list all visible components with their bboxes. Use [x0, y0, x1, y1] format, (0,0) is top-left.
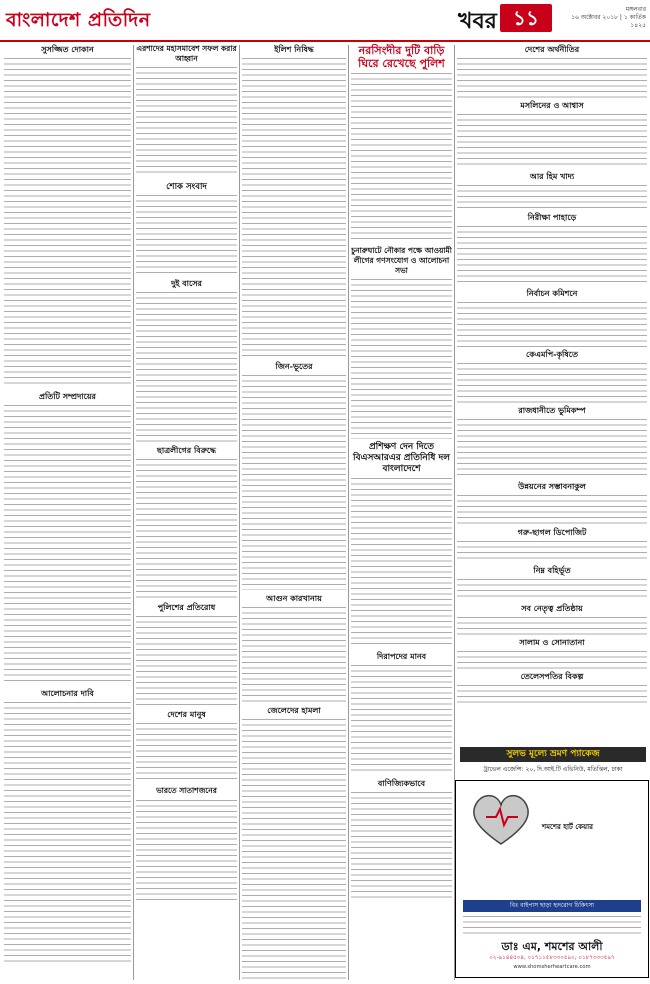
headline: উন্নয়নের সম্ভাবনাকুল	[518, 481, 586, 491]
headline: নিরীক্ষা পাহাড়ে	[527, 212, 577, 222]
article-text	[457, 617, 647, 635]
column-4	[351, 44, 452, 979]
column-5	[457, 44, 647, 744]
headline: দিরাপদের মানব	[376, 651, 427, 661]
article-text	[457, 541, 647, 563]
headline: জিন-ভূতের	[275, 361, 313, 371]
ad-phone: ০২-৯১৪৪৫০৪, ০১৭১১৫৮৩৩০৫৯০, ০১৮৭৩৩৩৫৯৭	[489, 955, 615, 961]
headline: মসলিনের ও আশ্বাস	[520, 100, 584, 110]
ad-heart-title: শমশের হার্ট কেয়ার	[542, 823, 593, 831]
article-text	[242, 607, 346, 702]
article-text	[457, 579, 647, 601]
headline: আগুন কারখানায়	[266, 593, 322, 603]
headline: বাণিজ্যিকভাবে	[377, 778, 426, 788]
headline: পুলিশের প্রতিরোধ	[157, 602, 216, 612]
headline: সুসজ্জিত দোকান	[41, 44, 94, 54]
headline: এরশাদের মহাসমাবেশ সফল করার আহ্বান	[136, 44, 237, 63]
ad-website: www.shomsherheartcare.com	[513, 964, 591, 970]
column-rule	[239, 45, 240, 980]
column-rule	[133, 45, 134, 980]
heart-icon	[466, 789, 536, 849]
article-text	[136, 195, 237, 275]
ad-travel-address: ট্রাভেল এজেন্সি: ২০, দি.আই.টি এভিনিউ, মতিঝিল, ঢাকা	[483, 766, 623, 773]
article-text	[457, 226, 647, 286]
masthead	[0, 0, 650, 42]
column-2	[136, 44, 237, 979]
headline: দুই বাসের	[171, 278, 202, 288]
article-text	[242, 375, 346, 590]
headline: নিম্ন বহির্ভূত	[533, 565, 571, 575]
headline: আলোচনার দাবি	[41, 688, 94, 698]
day-label: মঙ্গলবার	[625, 6, 646, 13]
dateline	[560, 6, 646, 30]
newspaper-logo: বাংলাদেশ প্রতিদিন	[6, 9, 151, 31]
article-text	[242, 719, 346, 979]
lead-headline: নরসিংদীর দুটি বাড়ি ঘিরে রেখেছে পুলিশ	[358, 44, 445, 70]
headline: কেএমপি-কৃষিতে	[526, 349, 578, 359]
ad-treatment-banner: বিঃ বাইপাস ছাড়া হৃদরোগ চিকিৎসা	[463, 900, 641, 912]
article-text	[457, 58, 647, 98]
article-text	[136, 616, 237, 706]
headline: তেলেসপতির বিকল্প	[520, 671, 584, 681]
article-text	[457, 114, 647, 169]
headline: গরু-ছাগল ডিপোজিট	[517, 527, 587, 537]
headline: ছাত্রলীগের বিরুদ্ধে	[157, 445, 216, 455]
article-text	[136, 292, 237, 442]
article-text	[457, 185, 647, 210]
article-text	[4, 405, 131, 685]
headline: প্রশিক্ষণ দেন দিতে বিএসআরএর প্রতিনিধি দল বাংলাদেশে	[353, 442, 450, 474]
column-rule	[348, 45, 349, 980]
headline: সব নেতৃত্ব প্রতিষ্ঠায়	[521, 603, 583, 613]
column-3	[242, 44, 346, 979]
article-text	[457, 685, 647, 705]
headline: প্রতিটি সম্প্রদায়ের	[39, 391, 96, 401]
headline: ইলিশ নিষিদ্ধ	[274, 44, 314, 54]
article-text	[351, 478, 452, 648]
ad-banner-travel: সুলভ মূল্যে ভ্রমণ প্যাকেজ	[460, 747, 646, 762]
article-text	[457, 495, 647, 525]
article-text	[457, 651, 647, 669]
page-number: ১১	[500, 4, 552, 32]
headline: আর হিম খাদ্য	[529, 171, 575, 181]
article-text	[136, 67, 237, 177]
article-text	[4, 702, 131, 962]
headline: জেলেদের হামলা	[267, 705, 321, 715]
article-text	[136, 800, 237, 900]
article-text	[136, 459, 237, 599]
article-text	[457, 302, 647, 347]
headline: নির্বাচন কমিশনে	[526, 288, 578, 298]
ad-text	[463, 916, 641, 934]
article-text	[457, 419, 647, 479]
headline: দেশের অর্থনীতির	[524, 44, 580, 54]
headline: শোক সংবাদ	[166, 182, 207, 192]
date-label: ১৬ অক্টোবর ২০১৮ | ১ কার্তিক ১৪২৫	[571, 14, 646, 29]
article-text	[351, 73, 452, 243]
article-text	[351, 279, 452, 439]
article-text	[457, 363, 647, 403]
article-text	[4, 58, 131, 388]
headline: রাজধানীতে ভুমিকম্প	[518, 405, 586, 415]
article-text	[351, 665, 452, 775]
article-text	[136, 723, 237, 783]
headline: চুনারুঘাটে নৌকার পক্ষে আওয়ামী লীগের গণসংযোগ ও আলোচনা সভা	[351, 246, 452, 275]
article-text	[242, 58, 346, 358]
headline: সালাম ও সোনাতানা	[519, 637, 585, 647]
ad-doctor-name: ডাঃ এম, শমশের আলী	[501, 940, 603, 953]
section-title: খবর	[458, 8, 497, 34]
headline: দেশের মানুষ	[167, 709, 206, 719]
column-1	[4, 44, 131, 979]
article-text	[351, 792, 452, 902]
headline: ভারতে সাতাশজনের	[156, 786, 217, 795]
